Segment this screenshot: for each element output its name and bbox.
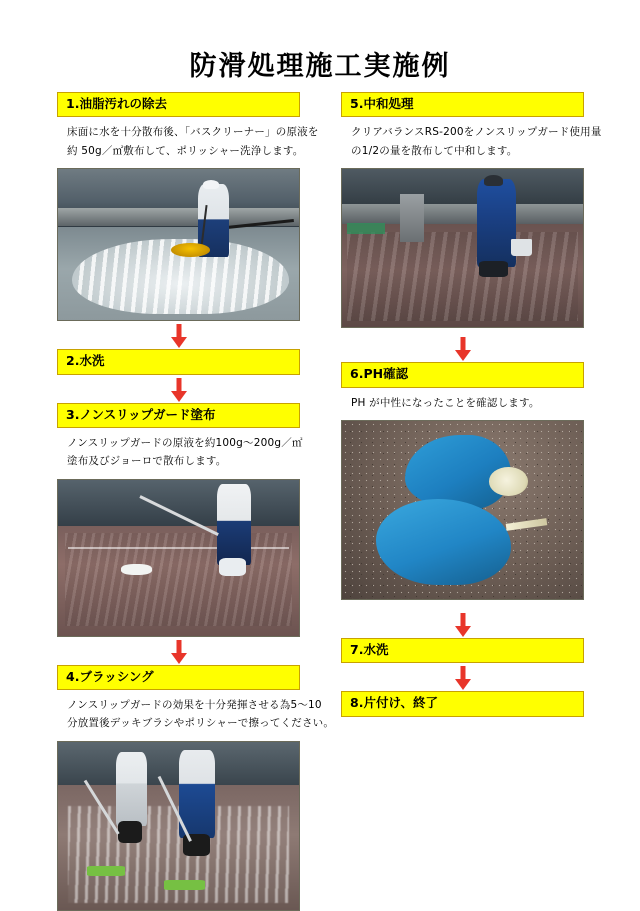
photo-equipment-cart bbox=[400, 194, 424, 241]
step-label-5: 5.中和処理 bbox=[341, 92, 584, 117]
down-arrow-icon bbox=[57, 375, 300, 403]
photo-degreasing-polisher bbox=[57, 168, 300, 321]
step-label-6: 6.PH確認 bbox=[341, 362, 584, 387]
arrow-head bbox=[171, 653, 187, 664]
arrow-head bbox=[455, 350, 471, 361]
description-line: の1/2の量を散布して中和します。 bbox=[351, 144, 518, 157]
photo-worker bbox=[477, 179, 516, 267]
photo-artwork bbox=[58, 169, 299, 320]
photo-green-mat bbox=[347, 223, 386, 234]
photo-artwork bbox=[58, 480, 299, 636]
photo-worker-cap bbox=[203, 180, 220, 189]
spacer bbox=[341, 600, 584, 610]
step-label-8: 8.片付け、終了 bbox=[341, 691, 584, 716]
photo-worker-cap bbox=[484, 175, 503, 186]
step-label-4: 4.ブラッシング bbox=[57, 665, 300, 690]
photo-neutralizing bbox=[341, 168, 584, 328]
photo-worker-boots bbox=[118, 821, 142, 843]
photo-polisher-pad bbox=[171, 243, 210, 257]
step-description-4 bbox=[57, 696, 335, 733]
description-line: 床面に水を十分散布後、「バスクリーナー」の原液を bbox=[67, 126, 319, 139]
description-line: 約 50g／㎡敷布して、ポリッシャー洗浄します。 bbox=[67, 144, 304, 157]
step-description-1 bbox=[57, 123, 319, 160]
right-column bbox=[341, 92, 602, 717]
page-title: 防滑処理施工実施例 bbox=[189, 51, 451, 82]
step-label-2: 2.水洗 bbox=[57, 349, 300, 374]
arrow-head bbox=[455, 679, 471, 690]
left-column bbox=[57, 92, 335, 911]
photo-ph-test-paper bbox=[489, 467, 528, 495]
description-line: ノンスリップガードの原液を約100g～200g／㎡ bbox=[67, 436, 303, 449]
photo-worker bbox=[217, 484, 251, 565]
arrow-head bbox=[455, 626, 471, 637]
arrow-head bbox=[171, 391, 187, 402]
down-arrow-icon bbox=[341, 610, 584, 638]
arrow-head bbox=[171, 337, 187, 348]
photo-artwork bbox=[342, 421, 583, 599]
description-line: クリアバランスRS-200をノンスリップガード使用量 bbox=[351, 126, 602, 139]
photo-counter bbox=[342, 204, 583, 225]
description-line: 分放置後デッキブラシやポリシャーで擦ってください。 bbox=[67, 717, 335, 730]
photo-wet-edge bbox=[68, 547, 290, 549]
photo-worker-boots bbox=[479, 261, 508, 277]
step-description-6 bbox=[341, 394, 584, 412]
photo-deck-brush bbox=[164, 880, 205, 890]
step-label-1: 1.油脂汚れの除去 bbox=[57, 92, 300, 117]
photo-worker-boots bbox=[219, 558, 246, 577]
step-label-3: 3.ノンスリップガード塗布 bbox=[57, 403, 300, 428]
photo-mop-head bbox=[121, 564, 152, 575]
photo-deck-brush bbox=[87, 866, 126, 876]
down-arrow-icon bbox=[57, 321, 300, 349]
photo-worker bbox=[116, 752, 147, 826]
down-arrow-icon bbox=[341, 334, 584, 362]
photo-applying-nonslip-guard bbox=[57, 479, 300, 637]
description-line: 塗布及びジョーロで散布します。 bbox=[67, 455, 227, 468]
down-arrow-icon bbox=[341, 663, 584, 691]
photo-ph-check-gloves bbox=[341, 420, 584, 600]
photo-artwork bbox=[342, 169, 583, 327]
step-description-3 bbox=[57, 434, 303, 471]
down-arrow-icon bbox=[57, 637, 300, 665]
description-line: ノンスリップガードの効果を十分発揮させる為5～10 bbox=[67, 699, 322, 711]
description-line: PH が中性になったことを確認します。 bbox=[351, 396, 540, 409]
photo-brushing bbox=[57, 741, 300, 911]
photo-wall bbox=[58, 480, 299, 527]
step-description-5 bbox=[341, 123, 602, 160]
photo-bucket bbox=[511, 239, 533, 256]
photo-floor-sheen bbox=[347, 232, 578, 321]
photo-artwork bbox=[58, 742, 299, 910]
step-label-7: 7.水洗 bbox=[341, 638, 584, 663]
